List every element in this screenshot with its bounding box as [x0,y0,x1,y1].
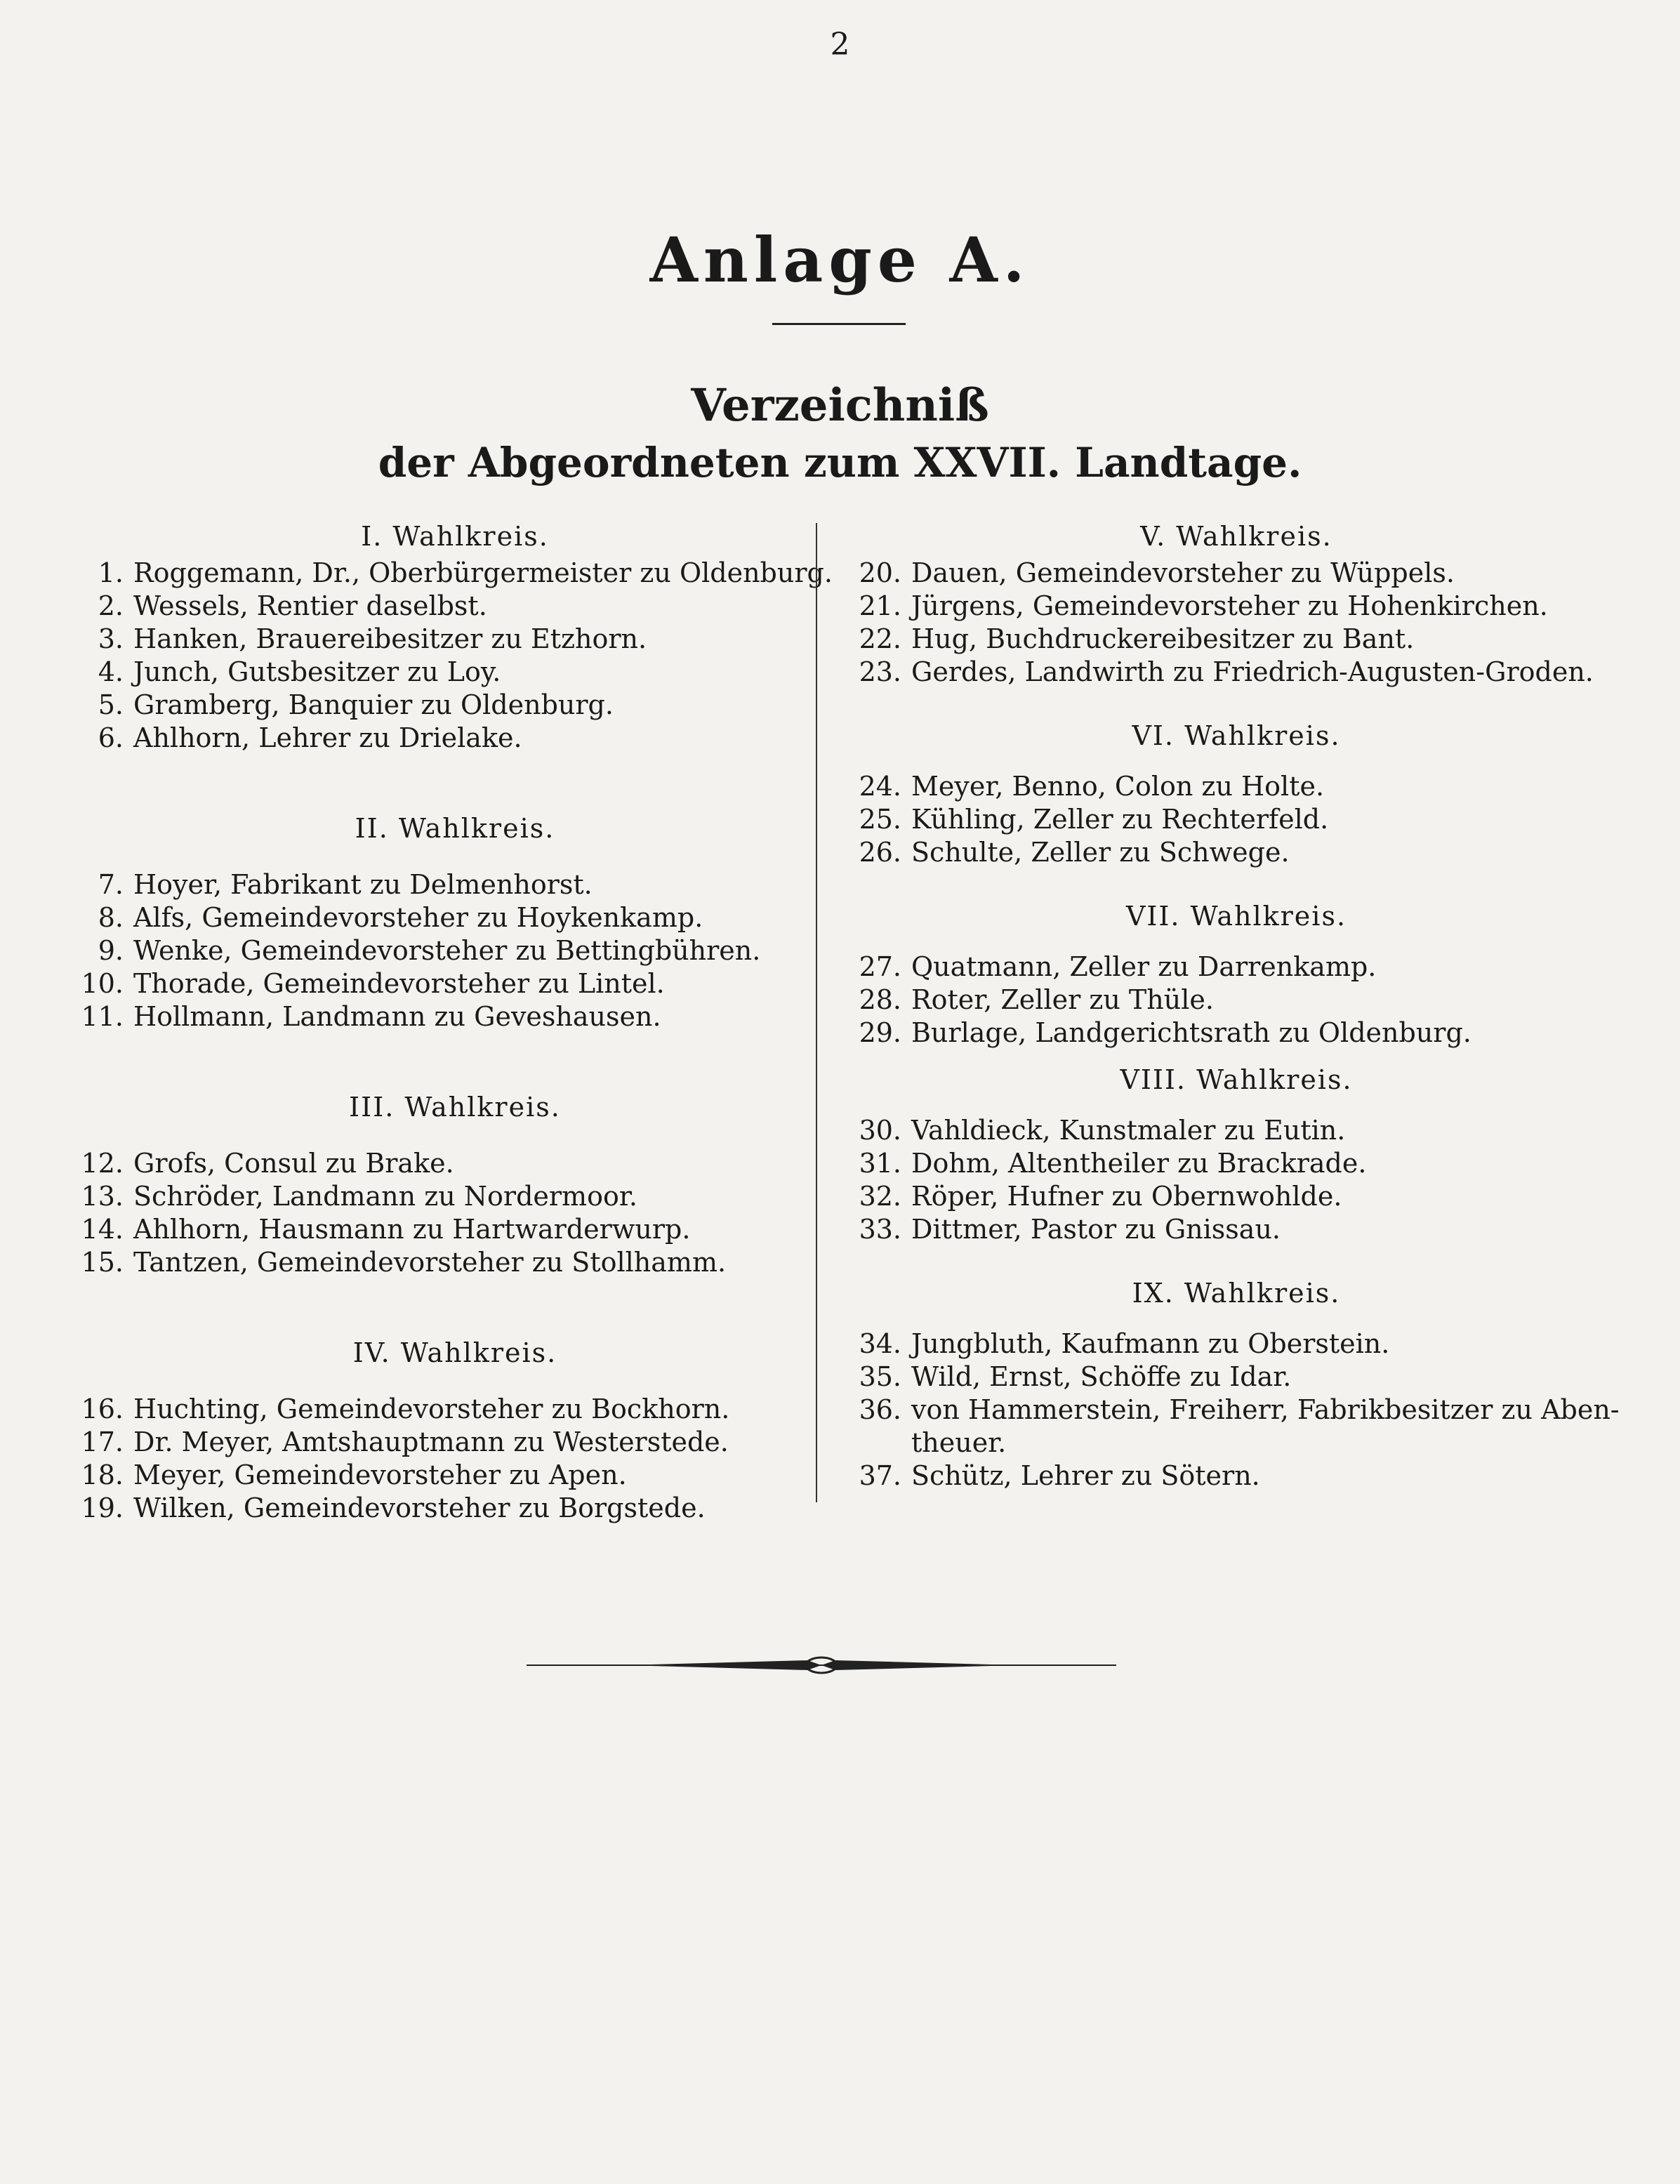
member-number: 21. [859,590,901,621]
district-heading: VI. Wahlkreis. [1132,720,1341,751]
member-entry [840,590,1633,623]
member-number: 19. [81,1493,124,1523]
member-text: Gramberg, Banquier zu Oldenburg. [133,689,614,720]
member-number: 7. [98,869,124,900]
member-number: 20. [859,557,901,588]
member-entry [62,623,848,656]
member-list [840,951,1633,1050]
member-number: 18. [81,1460,124,1490]
member-entry [840,1361,1633,1394]
member-entry [840,951,1633,984]
member-number: 27. [859,951,901,982]
district-9 [840,1273,1633,1493]
member-entry [840,1460,1633,1493]
member-text: Schütz, Lehrer zu Sötern. [911,1460,1260,1491]
member-list [840,1114,1633,1246]
member-entry [840,1114,1633,1147]
member-text: Junch, Gutsbesitzer zu Loy. [133,656,501,687]
district-1 [62,516,848,755]
document-subtitle: der Abgeordneten zum XXVII. Landtage. [378,439,1302,487]
member-text: Ahlhorn, Lehrer zu Drielake. [133,722,522,753]
member-number: 10. [81,968,124,999]
member-entry [840,557,1633,590]
member-number: 6. [98,722,124,753]
right-column [840,516,1633,1493]
member-text: Vahldieck, Kunstmaler zu Eutin. [911,1115,1346,1146]
district-heading: IV. Wahlkreis. [352,1337,557,1368]
page-number: 2 [830,27,850,62]
district-3 [62,1087,848,1279]
ornament-divider [527,1651,1116,1679]
member-text: Wenke, Gemeindevorsteher zu Bettingbühren. [133,935,761,966]
member-text: Dr. Meyer, Amtshauptmann zu Westerstede. [133,1427,729,1457]
member-text: von Hammerstein, Freiherr, Fabrikbesitzer zu Aben- [911,1394,1620,1425]
district-7 [840,896,1633,1050]
member-text: Dittmer, Pastor zu Gnissau. [911,1214,1281,1245]
district-heading: IX. Wahlkreis. [1132,1278,1341,1309]
member-text: Schulte, Zeller zu Schwege. [911,837,1290,868]
member-number: 32. [859,1181,901,1212]
member-number: 1. [98,557,124,588]
member-list [840,1328,1633,1493]
member-text: Roggemann, Dr., Oberbürgermeister zu Oldenburg. [133,557,833,588]
spacer [840,1246,1633,1273]
spacer [840,689,1633,715]
member-number: 28. [859,984,901,1015]
member-number: 35. [859,1361,901,1392]
member-text: Meyer, Benno, Colon zu Holte. [911,771,1325,802]
member-entry [840,656,1633,689]
member-number: 4. [98,656,124,687]
member-number: 34. [859,1328,901,1359]
member-text: Röper, Hufner zu Obernwohlde. [911,1181,1342,1212]
member-entry [840,803,1633,836]
member-entry [62,722,848,755]
member-text: Quatmann, Zeller zu Darrenkamp. [911,951,1377,982]
member-entry [840,1394,1633,1427]
district-4 [62,1332,848,1525]
member-list [840,557,1633,689]
member-entry [62,1426,848,1459]
member-number: 14. [81,1214,124,1245]
member-entry [62,868,848,901]
member-list [62,557,848,755]
member-number: 31. [859,1148,901,1179]
member-entry [62,1246,848,1279]
district-2 [62,808,848,1033]
member-entry [62,1180,848,1213]
member-entry [62,689,848,722]
member-entry [62,1492,848,1525]
member-text: Jürgens, Gemeindevorsteher zu Hohenkirchen. [911,590,1548,621]
member-text: Wilken, Gemeindevorsteher zu Borgstede. [133,1493,706,1523]
member-text: Wild, Ernst, Schöffe zu Idar. [911,1361,1292,1392]
member-entry [62,1459,848,1492]
member-entry [840,770,1633,803]
member-text: Huchting, Gemeindevorsteher zu Bockhorn. [133,1394,730,1424]
spacer [840,869,1633,896]
member-entry [62,656,848,689]
district-heading: VII. Wahlkreis. [1125,901,1347,932]
member-number: 25. [859,804,901,835]
member-entry [62,967,848,1000]
member-number: 12. [81,1148,124,1179]
spacer [62,755,848,808]
column-divider [816,523,817,1502]
member-number: 30. [859,1115,901,1146]
member-entry [840,1328,1633,1361]
member-text: Tantzen, Gemeindevorsteher zu Stollhamm. [133,1247,727,1278]
member-text: Thorade, Gemeindevorsteher zu Lintel. [133,968,665,999]
member-list [62,1393,848,1525]
spacer [62,1033,848,1087]
member-entry [62,1147,848,1180]
member-entry [840,1180,1633,1213]
member-text: Hug, Buchdruckereibesitzer zu Bant. [911,623,1415,654]
member-text: Grofs, Consul zu Brake. [133,1148,454,1179]
member-text: Hoyer, Fabrikant zu Delmenhorst. [133,869,593,900]
member-text: Ahlhorn, Hausmann zu Hartwarderwurp. [133,1214,691,1245]
spacer [840,1050,1633,1059]
member-list [840,770,1633,869]
left-column [62,516,848,1525]
member-entry [62,590,848,623]
member-entry [840,836,1633,869]
member-text: Dauen, Gemeindevorsteher zu Wüppels. [911,557,1455,588]
district-heading: VIII. Wahlkreis. [1120,1064,1353,1095]
member-text: Kühling, Zeller zu Rechterfeld. [911,804,1329,835]
member-entry [840,984,1633,1017]
member-number: 26. [859,837,901,868]
member-text: Wessels, Rentier daselbst. [133,590,487,621]
member-number: 13. [81,1181,124,1212]
document-title: Verzeichniß [691,379,989,432]
member-entry [840,1147,1633,1180]
member-entry-continuation [840,1427,1633,1460]
member-entry [840,1017,1633,1050]
member-entry [840,623,1633,656]
district-heading: II. Wahlkreis. [355,813,555,844]
member-list [62,868,848,1033]
member-entry [62,934,848,967]
member-text: Jungbluth, Kaufmann zu Oberstein. [911,1328,1390,1359]
member-text: Meyer, Gemeindevorsteher zu Apen. [133,1460,627,1490]
annex-title: Anlage A. [649,223,1031,296]
member-number: 3. [98,623,124,654]
member-number: 24. [859,771,901,802]
member-entry [840,1213,1633,1246]
member-number: 36. [859,1394,901,1425]
member-entry [62,1393,848,1426]
member-number: 22. [859,623,901,654]
member-number: 17. [81,1427,124,1457]
member-entry [62,1213,848,1246]
district-heading: III. Wahlkreis. [349,1092,561,1123]
member-number: 37. [859,1460,901,1491]
member-entry [62,901,848,934]
member-text: Schröder, Landmann zu Nordermoor. [133,1181,637,1212]
member-number: 29. [859,1017,901,1048]
member-text: Gerdes, Landwirth zu Friedrich-Augusten-Groden. [911,656,1594,687]
member-text: Alfs, Gemeindevorsteher zu Hoykenkamp. [133,902,703,933]
district-heading: I. Wahlkreis. [361,521,549,552]
member-number: 16. [81,1394,124,1424]
spacer [62,1279,848,1332]
member-entry [62,557,848,590]
district-5 [840,516,1633,689]
title-rule [772,323,906,325]
district-heading: V. Wahlkreis. [1140,521,1332,552]
member-text: Hanken, Brauereibesitzer zu Etzhorn. [133,623,647,654]
member-text-continuation: theuer. [911,1427,1007,1458]
member-text: Roter, Zeller zu Thüle. [911,984,1214,1015]
member-number: 23. [859,656,901,687]
member-entry [62,1000,848,1033]
member-text: Burlage, Landgerichtsrath zu Oldenburg. [911,1017,1471,1048]
district-8 [840,1059,1633,1246]
member-number: 33. [859,1214,901,1245]
member-text: Dohm, Altentheiler zu Brackrade. [911,1148,1367,1179]
member-number: 9. [98,935,124,966]
member-number: 15. [81,1247,124,1278]
member-text: Hollmann, Landmann zu Geveshausen. [133,1001,661,1032]
member-number: 5. [98,689,124,720]
district-6 [840,715,1633,869]
member-number: 2. [98,590,124,621]
member-number: 8. [98,902,124,933]
member-list [62,1147,848,1279]
member-number: 11. [81,1001,124,1032]
